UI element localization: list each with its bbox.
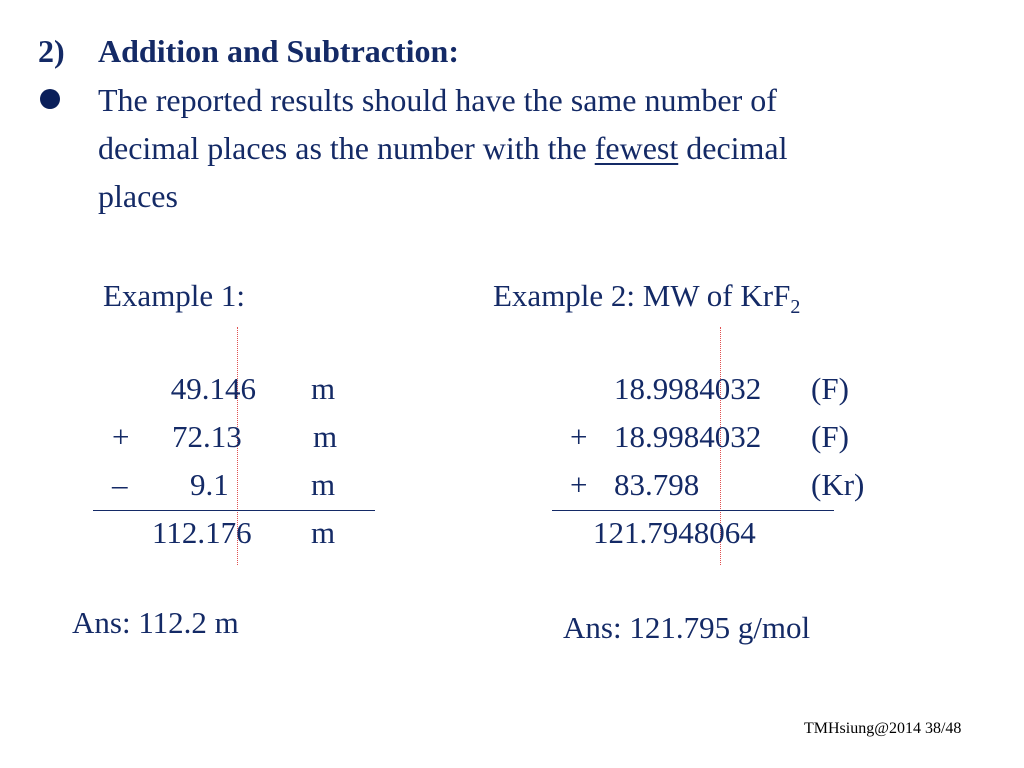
example2-row1-label: (F) bbox=[811, 371, 849, 406]
rule-line-2-after: decimal bbox=[678, 130, 788, 166]
example2-row1-value: 18.9984032 bbox=[614, 371, 762, 406]
rule-line-3: places bbox=[98, 178, 178, 214]
example2-row3-operator: + bbox=[570, 467, 588, 502]
example1-row3-operator: – bbox=[112, 467, 128, 502]
rule-emphasis-fewest: fewest bbox=[594, 130, 679, 166]
example1-total-value: 112.176 bbox=[152, 515, 252, 550]
rule-line-1: The reported results should have the same number of bbox=[98, 82, 777, 118]
example2-title-text: Example 2: MW of KrF bbox=[493, 278, 791, 313]
example2-answer: Ans: 121.795 g/mol bbox=[563, 610, 811, 645]
example2-sum-line bbox=[552, 510, 834, 511]
example1-total-unit: m bbox=[311, 515, 336, 550]
example1-row1-value: 49.146 bbox=[170, 371, 256, 406]
footer-credit: TMHsiung@2014 bbox=[804, 720, 921, 737]
example2-total-value: 121.7948064 bbox=[593, 515, 756, 550]
example1-row1-unit: m bbox=[311, 371, 336, 406]
example2-row2-label: (F) bbox=[811, 419, 849, 454]
example1-title: Example 1: bbox=[103, 278, 246, 313]
bullet-icon bbox=[40, 89, 60, 109]
example1-row3-value: 9.1 bbox=[190, 467, 229, 502]
example2-title bbox=[493, 280, 800, 317]
example1-row2-value: 72.13 bbox=[172, 419, 242, 454]
example2-row2-operator: + bbox=[570, 419, 588, 454]
footer bbox=[804, 721, 961, 737]
example1-answer: Ans: 112.2 m bbox=[72, 605, 239, 640]
example2-row2-value: 18.9984032 bbox=[614, 419, 762, 454]
example2-title-subscript: 2 bbox=[790, 296, 801, 318]
example2-row3-value: 83.798 bbox=[614, 467, 700, 502]
section-title: Addition and Subtraction: bbox=[98, 33, 459, 69]
example1-sum-line bbox=[93, 510, 375, 511]
section-number: 2) bbox=[38, 33, 65, 69]
footer-page-number: 38/48 bbox=[924, 720, 962, 737]
rule-line-2-before: decimal places as the number with the bbox=[98, 130, 595, 166]
example2-row3-label: (Kr) bbox=[811, 467, 865, 502]
rule-line-2 bbox=[98, 132, 788, 164]
example1-row2-unit: m bbox=[313, 419, 338, 454]
example1-row2-operator: + bbox=[112, 419, 130, 454]
example1-row3-unit: m bbox=[311, 467, 336, 502]
